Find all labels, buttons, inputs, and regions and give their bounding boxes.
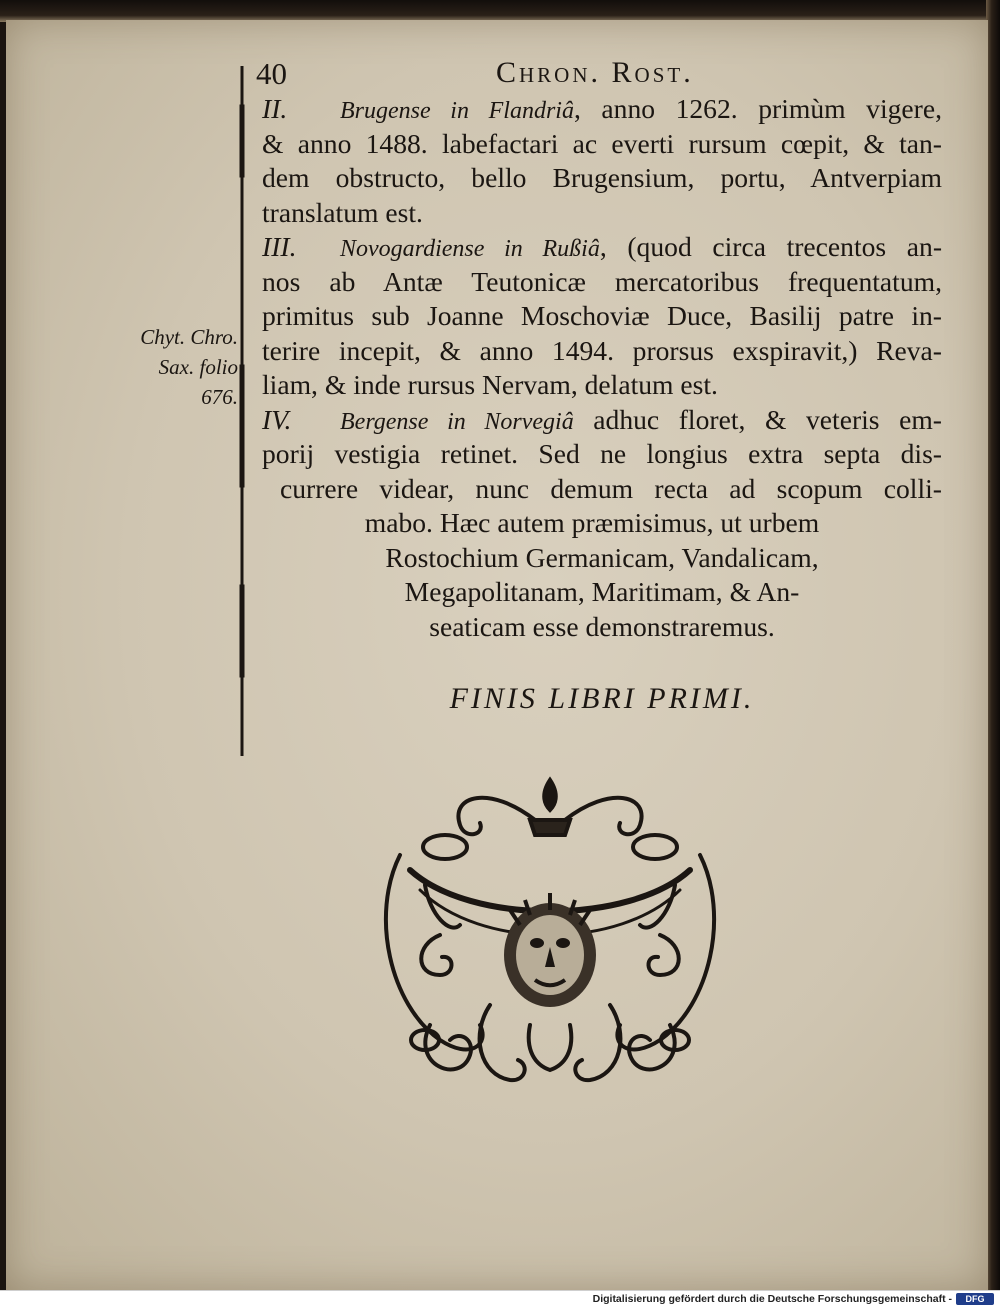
section-label: Novogardiense in Rußiâ: [340, 236, 600, 262]
text-line: & anno 1488. labefactari ac everti rursum cœpit, & tan-: [262, 127, 942, 159]
text-line: [262, 230, 942, 265]
margin-note: [130, 322, 238, 412]
text-line: translatum est.: [262, 196, 423, 228]
head-piece-ornament-icon: [370, 775, 730, 1100]
text-line: [262, 92, 942, 127]
section-number: III.: [262, 231, 297, 262]
text-line: nos ab Antæ Teutonicæ mercatoribus frequentatum,: [262, 265, 942, 297]
section-number: II.: [262, 93, 288, 124]
text-line: terire incepit, & anno 1494. prorsus exspiravit,) Reva-: [262, 334, 942, 366]
scan-right-edge: [986, 0, 1000, 1290]
line-text: , anno 1262. primùm vigere,: [573, 93, 942, 124]
footer-bar: [0, 1290, 1000, 1307]
text-line: currere videar, nunc demum recta ad scopum colli-: [280, 472, 942, 504]
margin-note-line: Chyt. Chro.: [140, 325, 238, 349]
footer-credit: Digitalisierung gefördert durch die Deutsche Forschungsgemeinschaft -: [592, 1293, 952, 1305]
dfg-logo: DFG: [956, 1293, 994, 1305]
text-line: Rostochium Germanicam, Vandalicam,: [385, 541, 819, 573]
line-text: , (quod circa trecentos an-: [599, 231, 943, 262]
text-line: Megapolitanam, Maritimam, & An-: [404, 576, 800, 607]
running-title: Chron. Rost.: [496, 56, 694, 89]
text-line: liam, & inde rursus Nervam, delatum est.: [262, 369, 718, 400]
text-line: [262, 403, 942, 438]
line-text: adhuc floret, & veteris em-: [573, 403, 942, 435]
body-text: [262, 92, 942, 644]
margin-note-line: 676.: [201, 385, 238, 409]
text-line: mabo. Hæc autem præmisimus, ut urbem: [364, 507, 820, 538]
section-label: Brugense in Flandriâ: [340, 98, 574, 124]
text-line: seaticam esse demonstraremus.: [429, 610, 775, 642]
running-head: [256, 56, 946, 96]
section-label: Bergense in Norvegiâ: [340, 408, 574, 435]
text-line: porij vestigia retinet. Sed ne longius extra septa dis-: [262, 438, 942, 469]
text-line: primitus sub Joanne Moschoviæ Duce, Basilij patre in-: [262, 300, 942, 331]
finis-heading: FINIS LIBRI PRIMI.: [449, 682, 755, 715]
margin-note-line: Sax. folio: [158, 355, 238, 379]
page-number: 40: [256, 56, 287, 91]
scan-top-edge: [0, 0, 1000, 22]
text-line: dem obstructo, bello Brugensium, portu, Antverpiam: [262, 162, 942, 193]
section-number: IV.: [262, 403, 292, 435]
